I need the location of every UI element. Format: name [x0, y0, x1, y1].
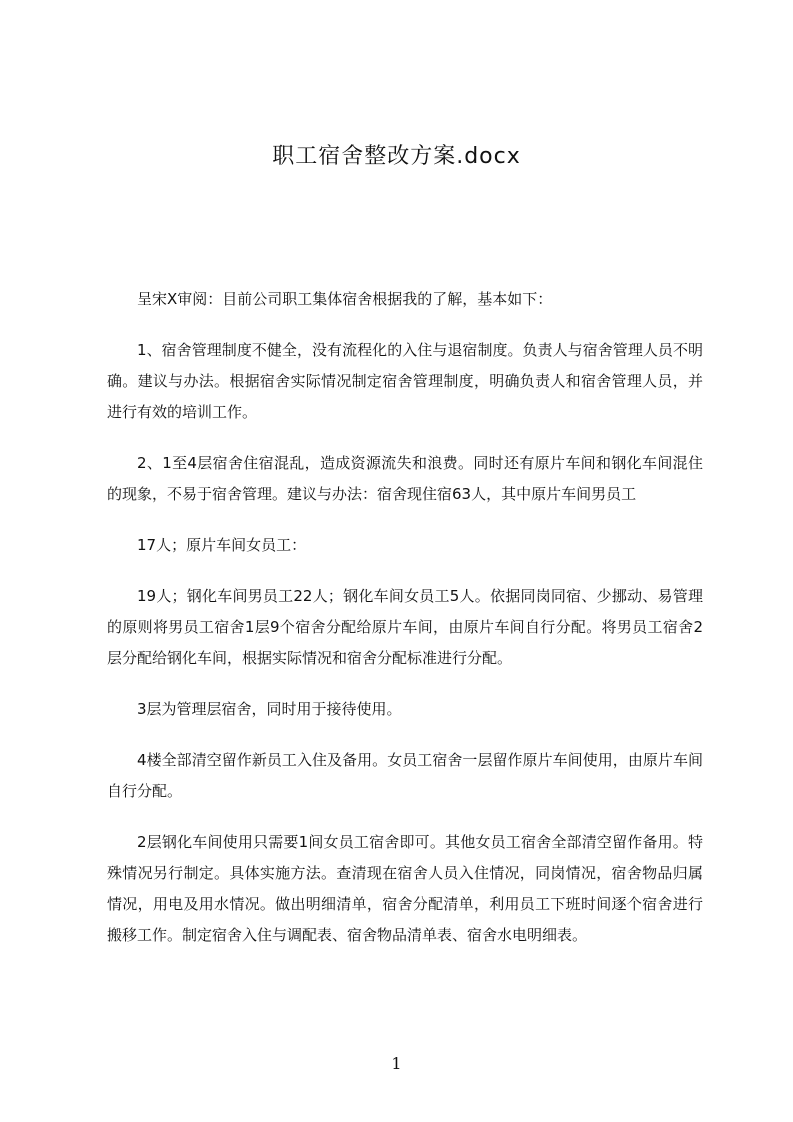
paragraph-item-2: 2、1至4层宿舍住宿混乱，造成资源流失和浪费。同时还有原片车间和钢化车间混住的现象，不易于宿舍管理。建议与办法：宿舍现住宿63人，其中原片车间男员工 — [107, 454, 703, 503]
paragraph-female-count: 17人；原片车间女员工： — [137, 536, 307, 554]
paragraph-implementation: 2层钢化车间使用只需要1间女员工宿舍即可。其他女员工宿舍全部清空留作备用。特殊情况另行制定。具体实施方法。查清现在宿舍人员入住情况，同岗情况，宿舍物品归属情况，用电及用水情况。做出明细清单，宿舍分配清单，利用员工下班时间逐个宿舍进行搬移工作。制定宿舍入住与调配表、宿舍物品清单表、宿舍水电明细表。 — [107, 833, 703, 944]
paragraph-floor-3: 3层为管理层宿舍，同时用于接待使用。 — [137, 700, 402, 718]
paragraph-item-1: 1、宿舍管理制度不健全，没有流程化的入住与退宿制度。负责人与宿舍管理人员不明确。建议与办法。根据宿舍实际情况制定宿舍管理制度，明确负责人和宿舍管理人员，并进行有效的培训工作。 — [107, 341, 703, 421]
paragraph-floor-4: 4楼全部清空留作新员工入住及备用。女员工宿舍一层留作原片车间使用，由原片车间自行分配。 — [107, 751, 703, 800]
document-body — [107, 284, 703, 951]
document-title: 职工宿舍整改方案.docx — [272, 144, 521, 169]
paragraph-allocation: 19人；钢化车间男员工22人；钢化车间女员工5人。依据同岗同宿、少挪动、易管理的原则将男员工宿舍1层9个宿舍分配给原片车间，由原片车间自行分配。将男员工宿舍2层分配给钢化车间，根据实际情况和宿舍分配标准进行分配。 — [107, 587, 703, 667]
paragraph-intro: 呈宋X审阅：目前公司职工集体宿舍根据我的了解，基本如下： — [137, 290, 553, 308]
page-number: 1 — [391, 1054, 402, 1073]
